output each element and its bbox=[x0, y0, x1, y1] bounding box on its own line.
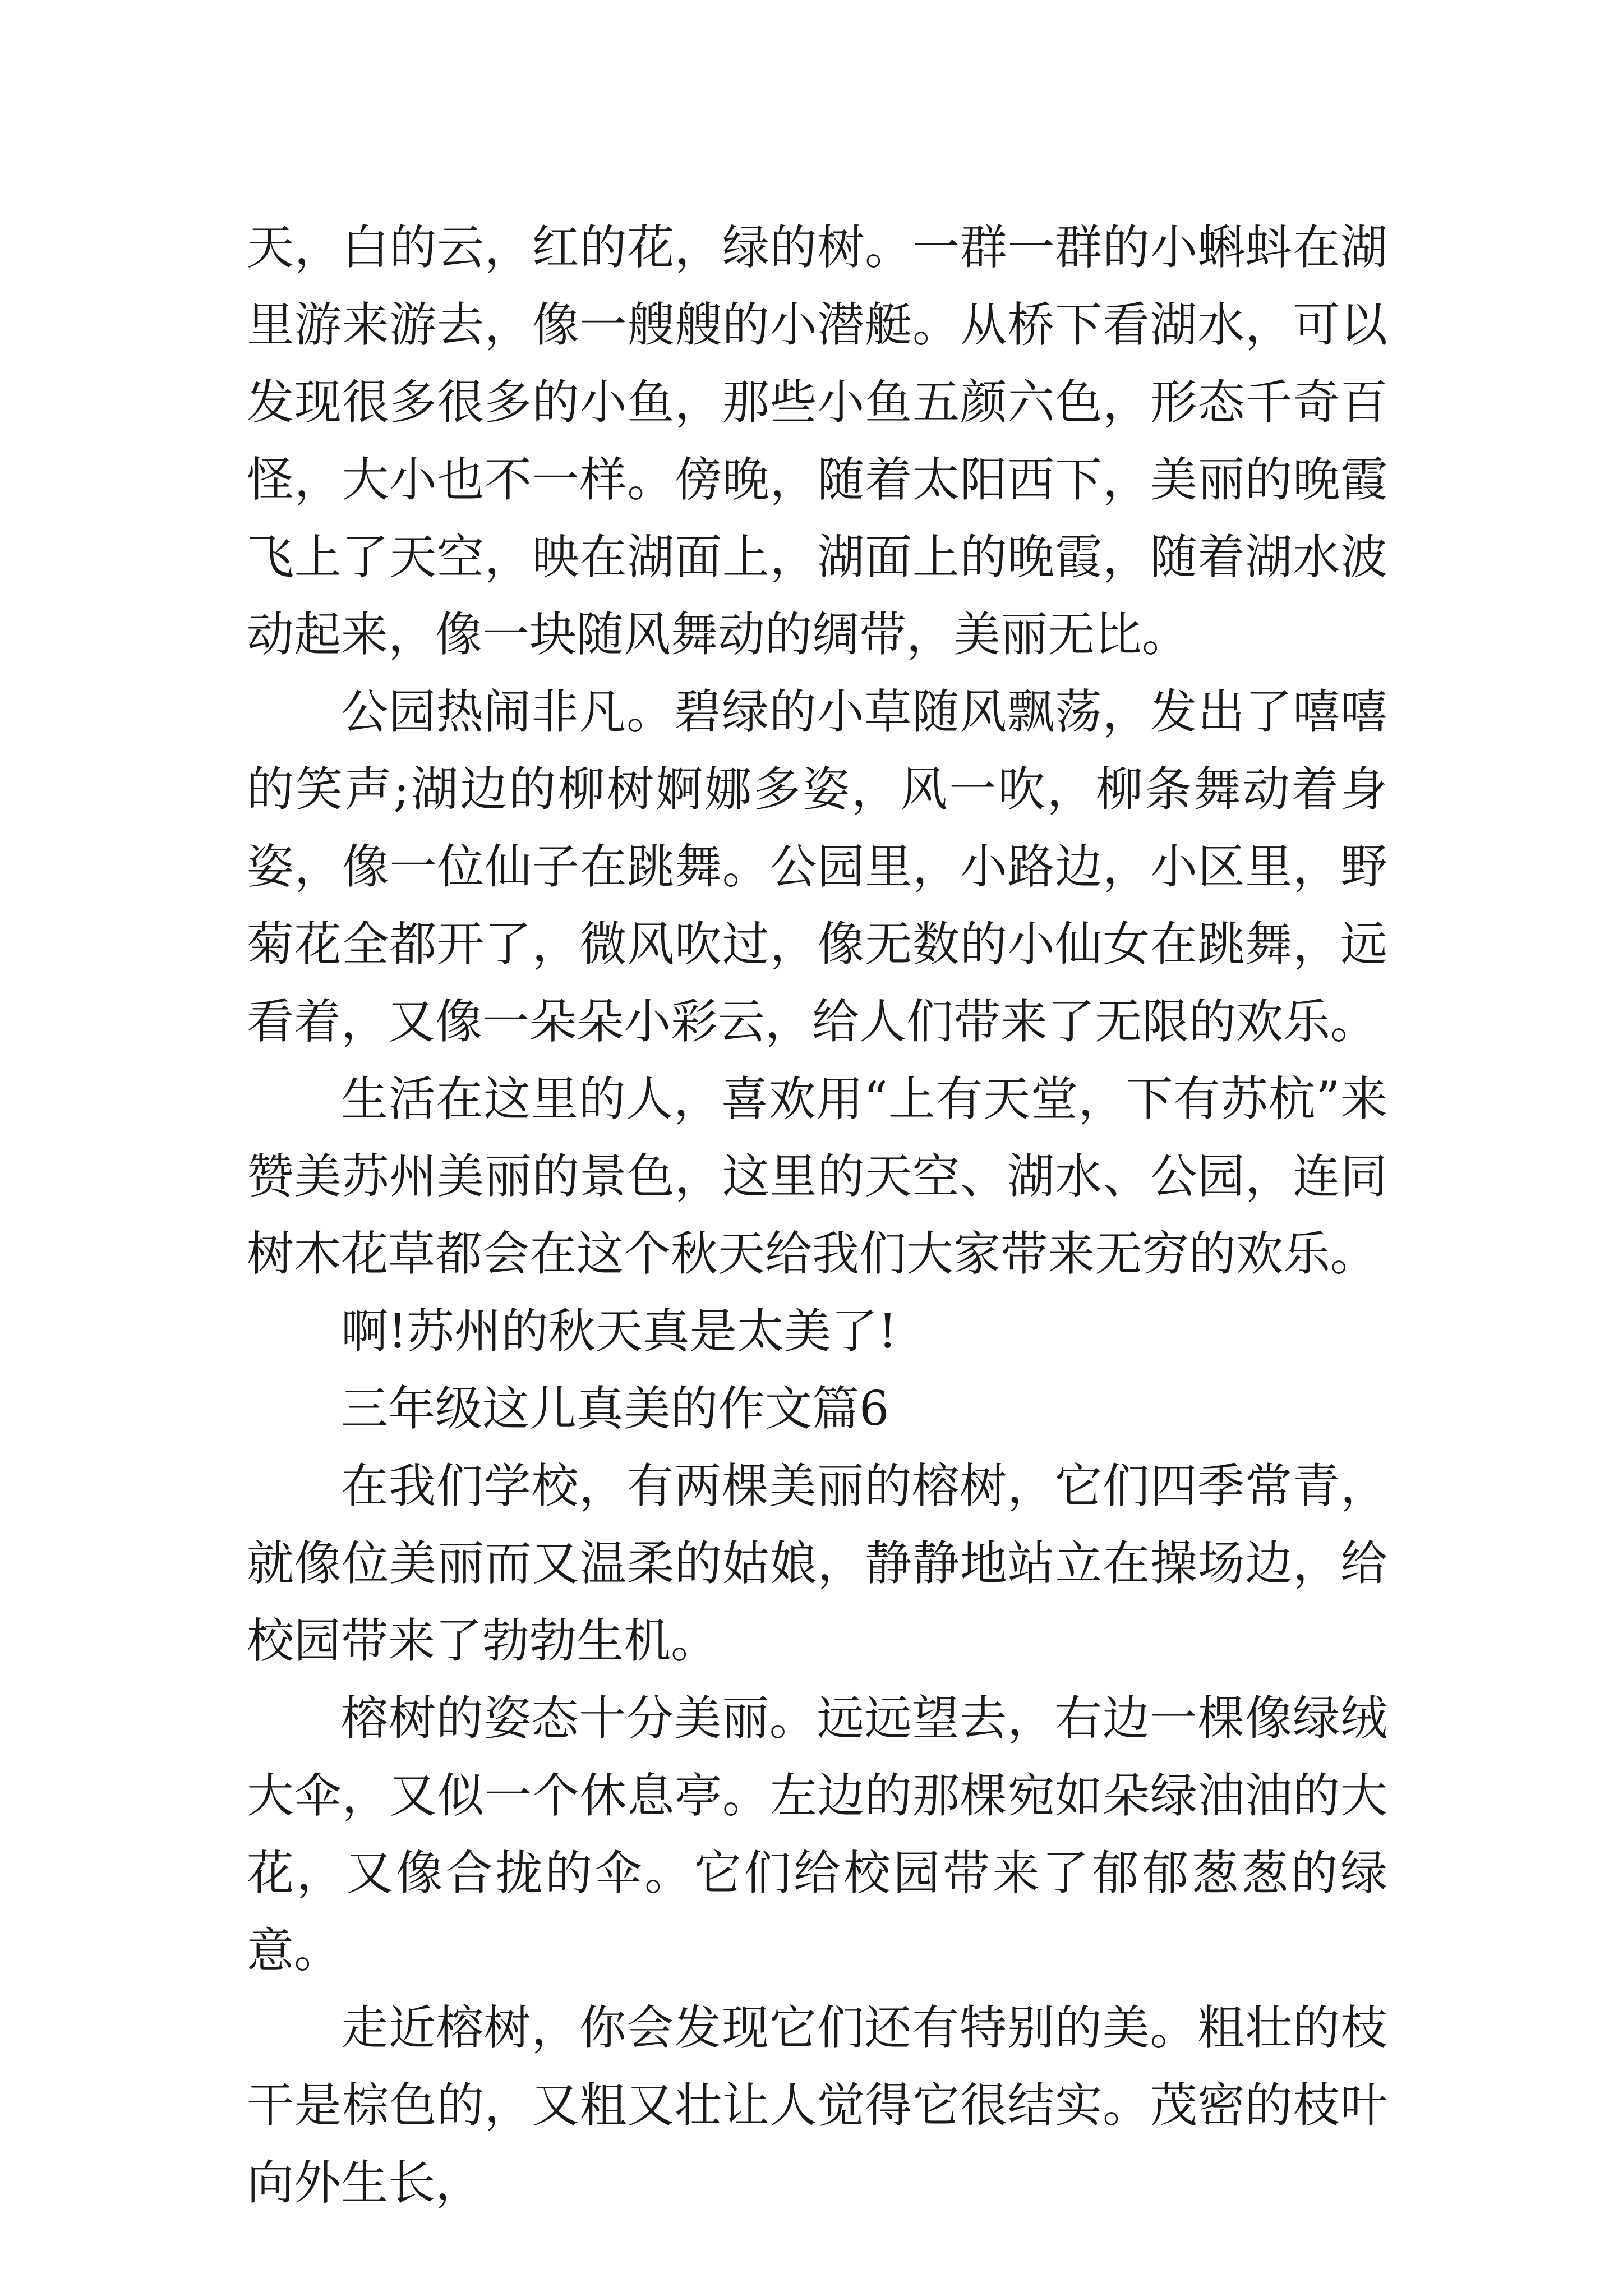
paragraph-1: 天，白的云，红的花，绿的树。一群一群的小蝌蚪在湖里游来游去，像一艘艘的小潜艇。从桥下看湖水，可以发现很多很多的小鱼，那些小鱼五颜六色，形态千奇百怪，大小也不一样。傍晚，随着太阳西下，美丽的晚霞飞上了天空，映在湖面上，湖面上的晚霞，随着湖水波动起来，像一块随风舞动的绸带，美丽无比。 bbox=[247, 220, 1387, 662]
paragraph-5: 在我们学校，有两棵美丽的榕树，它们四季常青，就像位美丽而又温柔的姑娘，静静地站立在操场边，给校园带来了勃勃生机。 bbox=[247, 1458, 1387, 1668]
document-body bbox=[247, 209, 1387, 2221]
section-heading: 三年级这儿真美的作文篇6 bbox=[341, 1381, 889, 1436]
paragraph-4: 啊!苏州的秋天真是太美了! bbox=[341, 1304, 897, 1359]
paragraph-2: 公园热闹非凡。碧绿的小草随风飘荡，发出了嘻嘻的笑声;湖边的柳树婀娜多姿，风一吹，柳条舞动着身姿，像一位仙子在跳舞。公园里，小路边，小区里，野菊花全都开了，微风吹过，像无数的小仙女在跳舞，远看着，又像一朵朵小彩云，给人们带来了无限的欢乐。 bbox=[247, 684, 1387, 1049]
paragraph-6: 榕树的姿态十分美丽。远远望去，右边一棵像绿绒大伞，又似一个休息亭。左边的那棵宛如朵绿油油的大花，又像合拢的伞。它们给校园带来了郁郁葱葱的绿意。 bbox=[247, 1691, 1387, 1978]
paragraph-3: 生活在这里的人，喜欢用“上有天堂，下有苏杭”来赞美苏州美丽的景色，这里的天空、湖水、公园，连同树木花草都会在这个秋天给我们大家带来无穷的欢乐。 bbox=[247, 1071, 1387, 1281]
paragraph-7: 走近榕树，你会发现它们还有特别的美。粗壮的枝干是棕色的，又粗又壮让人觉得它很结实。茂密的枝叶向外生长， bbox=[247, 2000, 1387, 2210]
